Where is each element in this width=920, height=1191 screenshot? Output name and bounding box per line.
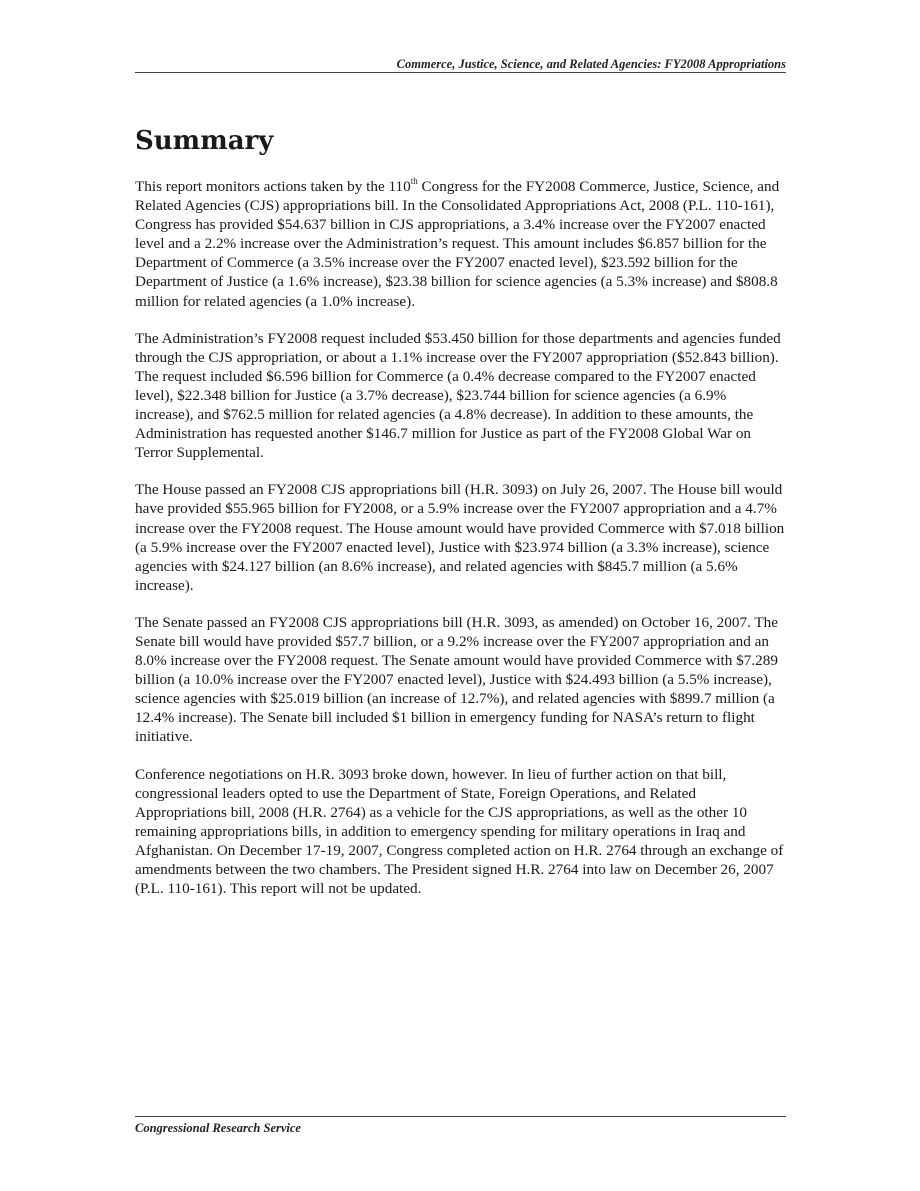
running-footer: Congressional Research Service [135,1121,301,1135]
summary-paragraph-4: The Senate passed an FY2008 CJS appropriations bill (H.R. 3093, as amended) on October 16, 2007. The Senate bill would have provided $57.7 billion, or a 9.2% increase over the FY2007 appropriation and an 8.0% increase over the FY2008 request. The Senate amount would have provided Commerce with $7.289 billion (a 10.0% increase over the FY2007 enacted level), Justice with $24.493 billion (a 5.5% increase), science agencies with $25.019 billion (an increase of 12.7%), and related agencies with $899.7 million (a 12.4% increase). The Senate bill included $1 billion in emergency funding for NASA’s return to flight initiative. [135,613,778,746]
header-divider [135,72,786,73]
summary-paragraph-1: This report monitors actions taken by the 110th Congress for the FY2008 Commerce, Justice, Science, and Related Agencies (CJS) appropriations bill. In the Consolidated Appropriations Act, 2008 (P.L. 110-161), Congress has provided $54.637 billion in CJS appropriations, a 3.4% increase over the FY2007 enacted level and a 2.2% increase over the Administration’s request. This amount includes $6.857 billion for the Department of Commerce (a 3.5% increase over the FY2007 enacted level), $23.592 billion for the Department of Justice (a 1.6% increase), $23.38 billion for science agencies (a 5.3% increase) and $808.8 million for related agencies (a 1.0% increase). [135,175,780,310]
summary-paragraph-3: The House passed an FY2008 CJS appropriations bill (H.R. 3093) on July 26, 2007. The House bill would have provided $55.965 billion for FY2008, or a 5.9% increase over the FY2007 appropriation and a 4.7% increase over the FY2008 request. The House amount would have provided Commerce with $7.018 billion (a 5.9% increase over the FY2007 enacted level), Justice with $23.974 billion (a 3.3% increase), science agencies with $24.127 billion (an 8.6% increase), and related agencies with $845.7 million (a 5.6% increase). [135,481,785,594]
page-title: Summary [135,126,274,156]
summary-body [135,177,786,916]
running-header: Commerce, Justice, Science, and Related Agencies: FY2008 Appropriations [396,57,786,71]
summary-paragraph-2: The Administration’s FY2008 request included $53.450 billion for those departments and agencies funded through the CJS appropriation, or about a 1.1% increase over the FY2007 appropriation ($52.843 billion). The request included $6.596 billion for Commerce (a 0.4% decrease compared to the FY2007 enacted level), $22.348 billion for Justice (a 3.7% decrease), $23.744 billion for science agencies (a 6.9% increase), and $762.5 million for related agencies (a 4.8% decrease). In addition to these amounts, the Administration has requested another $146.7 million for Justice as part of the FY2008 Global War on Terror Supplemental. [135,329,781,462]
footer-divider [135,1116,786,1117]
summary-paragraph-5: Conference negotiations on H.R. 3093 broke down, however. In lieu of further action on that bill, congressional leaders opted to use the Department of State, Foreign Operations, and Related Appropriations bill, 2008 (H.R. 2764) as a vehicle for the CJS appropriations, as well as the other 10 remaining appropriations bills, in addition to emergency spending for military operations in Iraq and Afghanistan. On December 17-19, 2007, Congress completed action on H.R. 2764 through an exchange of amendments between the two chambers. The President signed H.R. 2764 into law on December 26, 2007 (P.L. 110-161). This report will not be updated. [135,765,784,898]
